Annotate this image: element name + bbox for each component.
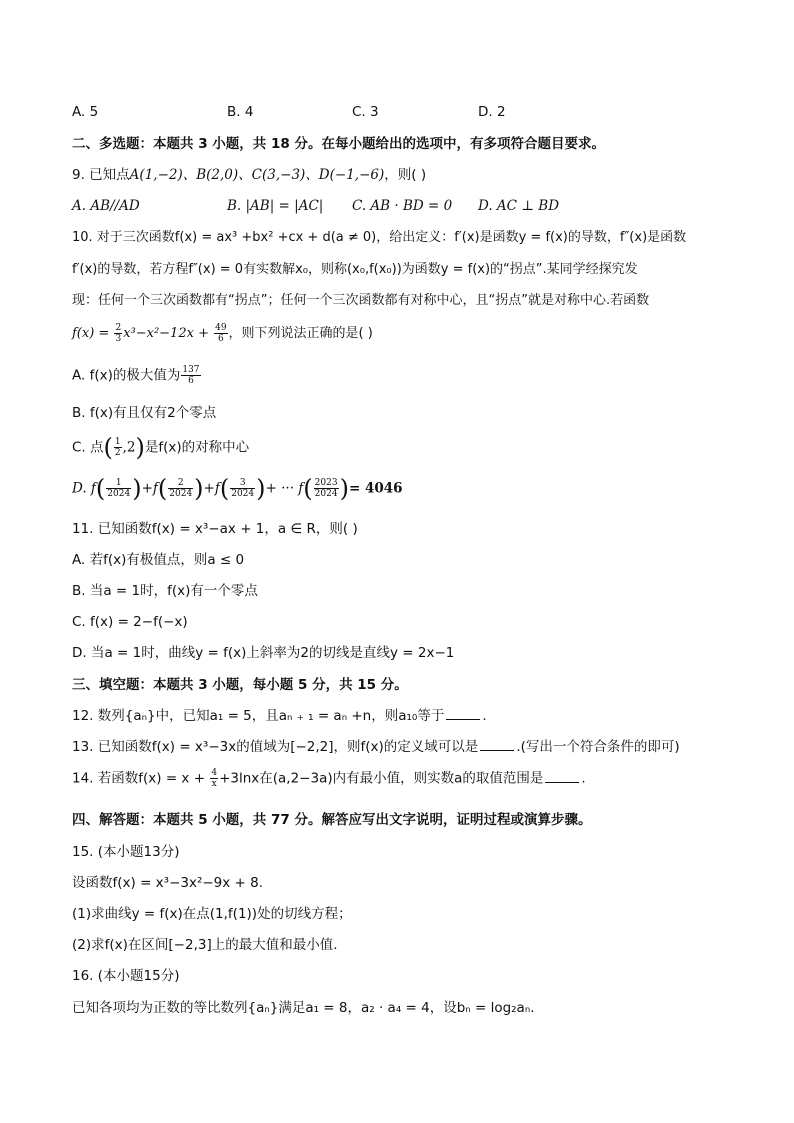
q8-option-c[interactable]: C. 3: [352, 104, 379, 120]
question-16-title: 16. (本小题15分): [72, 968, 180, 984]
question-13: 13. 已知函数f(x) = x³−3x的值域为[−2,2]，则f(x)的定义域可以是 .(写出一个符合条件的即可): [72, 739, 680, 755]
q9-option-d[interactable]: D. AC ⊥ BD: [478, 198, 560, 214]
q10-option-d[interactable]: D. f( $\frac{1}{2024}$ )+f( $\frac{2}{2024}$ )+f( $\frac{3}{2024}$ )+ ··· f( $\frac{2023}{2024}$ )= 4046: [72, 474, 403, 503]
question-9-stem: [72, 165, 426, 185]
section-multiple-choice-header: 二、多选题：本题共 3 小题，共 18 分。在每小题给出的选项中，有多项符合题目要求。: [72, 136, 605, 152]
q10-ask: ，则下列说法正确的是( ): [228, 326, 373, 341]
q14-answer-blank[interactable]: [545, 770, 579, 783]
q10-option-b[interactable]: B. f(x)有且仅有2个零点: [72, 405, 217, 421]
section-free-response-header: 四、解答题：本题共 5 小题，共 77 分。解答应写出文字说明，证明过程或演算步骤。: [72, 812, 592, 828]
q8-option-a[interactable]: A. 5: [72, 104, 99, 120]
q13-answer-blank[interactable]: [480, 738, 514, 751]
question-15-part-1: (1)求曲线y = f(x)在点(1,f(1))处的切线方程；: [72, 906, 352, 922]
q8-option-b[interactable]: B. 4: [227, 104, 254, 120]
q10-fraction-49-6: $\frac{49}{6}$: [215, 323, 227, 344]
question-11-stem: 11. 已知函数f(x) = x³−ax + 1，a ∈ R，则( ): [72, 521, 358, 537]
q11-option-b[interactable]: B. 当a = 1时，f(x)有一个零点: [72, 583, 258, 599]
section-fill-in-header: 三、填空题：本题共 3 小题，每小题 5 分，共 15 分。: [72, 677, 408, 693]
q9-option-c[interactable]: C. AB · BD = 0: [352, 198, 453, 214]
q10-option-a[interactable]: A. f(x)的极大值为 $\frac{137}{6}$: [72, 365, 200, 386]
q9-prefix: 9. 已知点: [72, 167, 130, 183]
q11-option-d[interactable]: D. 当a = 1时，曲线y = f(x)上斜率为2的切线是直线y = 2x−1: [72, 645, 455, 661]
question-10-line-2: f′(x)的导数，若方程f″(x) = 0有实数解x₀，则称(x₀,f(x₀))为函数y = f(x)的“拐点”.某同学经探究发: [72, 262, 638, 277]
question-10-line-4: [72, 323, 373, 347]
q9-suffix: ，则( ): [384, 167, 427, 183]
q11-option-c[interactable]: C. f(x) = 2−f(−x): [72, 614, 188, 630]
question-15-title: 15. (本小题13分): [72, 844, 180, 860]
q10-fx: f(x) =: [72, 326, 114, 341]
question-14: 14. 若函数f(x) = x + $\frac{4}{x}$ +3lnx在(a,2−3a)内有最小值，则实数a的取值范围是 .: [72, 768, 586, 789]
q8-option-d[interactable]: D. 2: [478, 104, 506, 120]
q10-polynomial: x³−x²−12x +: [123, 326, 214, 341]
question-15-stem: 设函数f(x) = x³−3x²−9x + 8.: [72, 875, 264, 891]
q10-fraction-137-6: $\frac{137}{6}$: [182, 365, 200, 386]
q10-fraction-two-thirds: $\frac{2}{3}$: [115, 323, 122, 344]
question-10-line-1: 10. 对于三次函数f(x) = ax³ +bx² +cx + d(a ≠ 0)，给出定义：f′(x)是函数y = f(x)的导数，f″(x)是函数: [72, 230, 687, 245]
q10-option-c[interactable]: C. 点( $\frac{1}{2}$ ,2)是f(x)的对称中心: [72, 433, 250, 462]
question-10-line-3: 现：任何一个三次函数都有“拐点”；任何一个三次函数都有对称中心，且“拐点”就是对称中心.若函数: [72, 293, 650, 308]
question-12: 12. 数列{aₙ}中，已知a₁ = 5，且aₙ ₊ ₁ = aₙ +n，则a₁₀等于 .: [72, 708, 487, 724]
question-16-stem: 已知各项均为正数的等比数列{aₙ}满足a₁ = 8，a₂ · a₄ = 4，设bₙ = log₂aₙ.: [72, 1000, 535, 1016]
q12-answer-blank[interactable]: [446, 707, 480, 720]
q11-option-a[interactable]: A. 若f(x)有极值点，则a ≤ 0: [72, 552, 245, 568]
question-15-part-2: (2)求f(x)在区间[−2,3]上的最大值和最小值.: [72, 937, 338, 953]
q9-points: A(1,−2)、B(2,0)、C(3,−3)、D(−1,−6): [129, 167, 385, 183]
q9-option-b[interactable]: B. |AB| = |AC|: [227, 198, 324, 214]
q9-option-a[interactable]: A. AB//AD: [72, 198, 140, 214]
